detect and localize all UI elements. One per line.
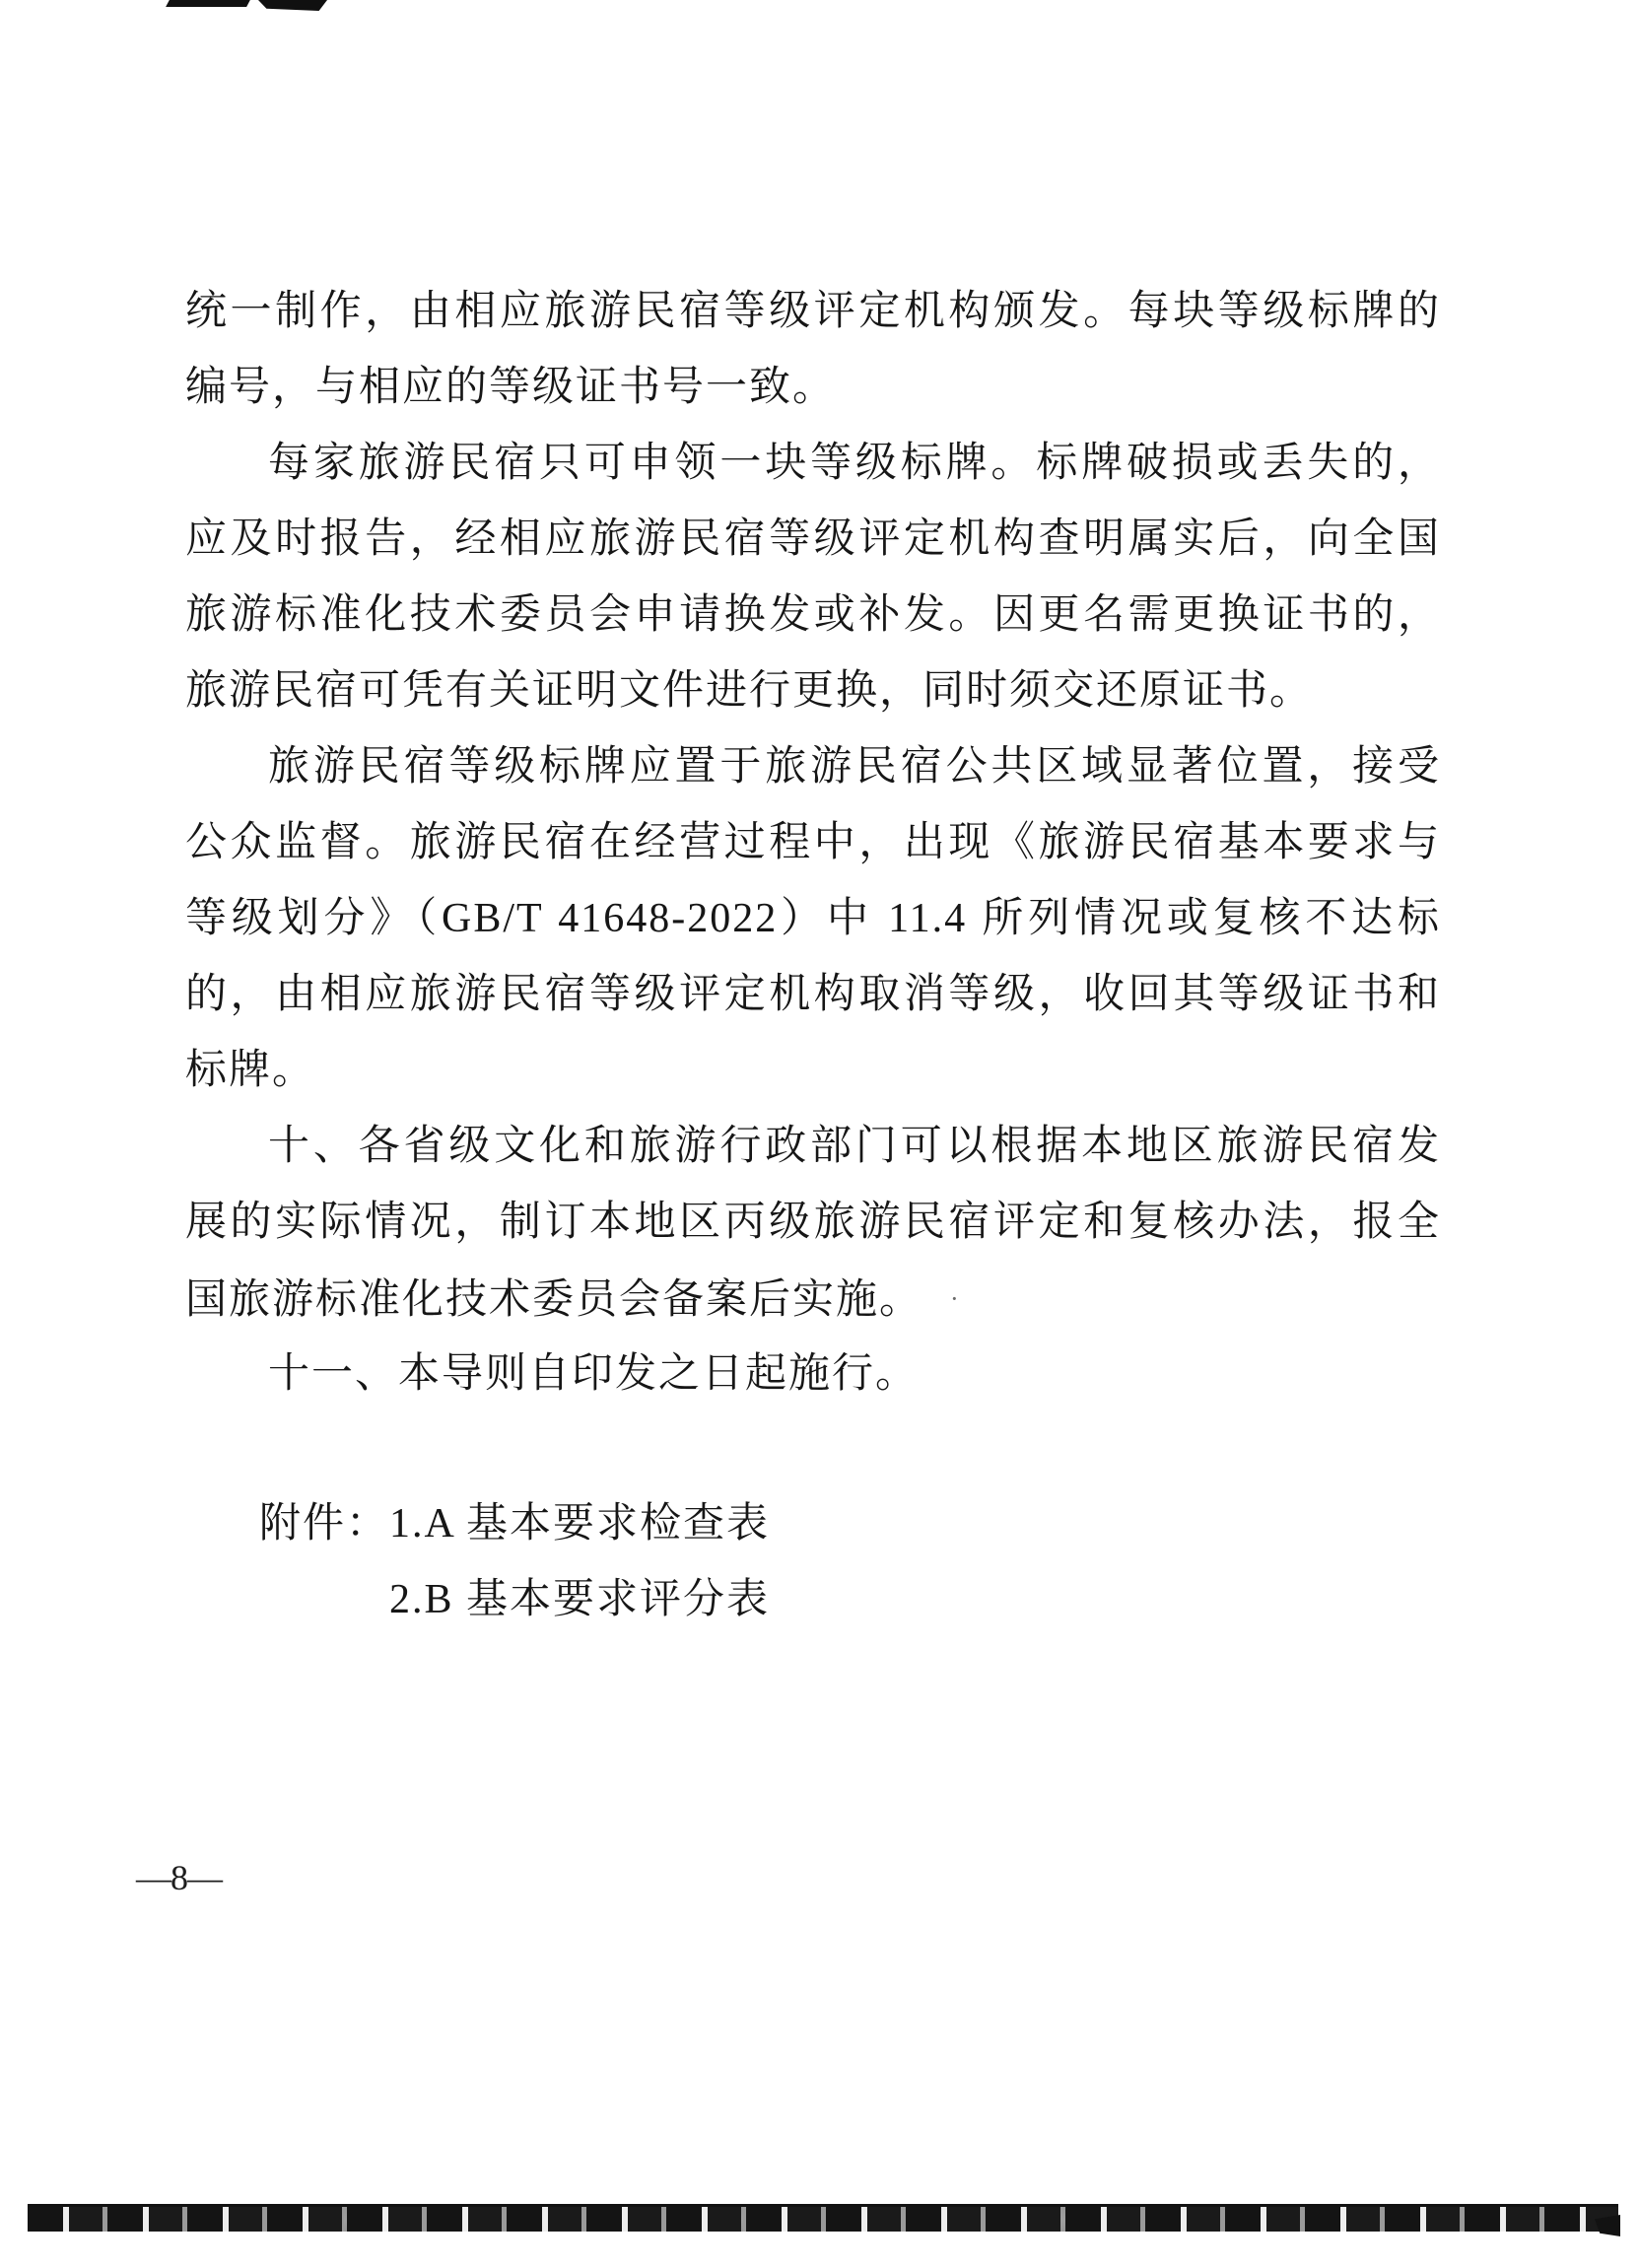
text-line: 应及时报告，经相应旅游民宿等级评定机构查明属实后，向全国 <box>185 516 1441 562</box>
text-line: 十一、本导则自印发之日起施行。 <box>268 1351 920 1397</box>
text-line: 的，由相应旅游民宿等级评定机构取消等级，收回其等级证书和 <box>185 972 1441 1017</box>
text-line: 旅游标准化技术委员会申请换发或补发。因更名需更换证书的， <box>185 592 1441 638</box>
attachment-line <box>259 1486 1441 1562</box>
page-number: —8— <box>136 1858 222 1897</box>
scan-artifact-bottom-edge <box>28 2204 1618 2232</box>
body-text <box>185 274 1441 1412</box>
text-line <box>185 1261 1441 1337</box>
attachments-label: 附件： <box>259 1501 390 1546</box>
text-line: 等级划分》（GB/T 41648-2022）中 11.4 所列情况或复核不达标 <box>185 896 1441 941</box>
attachments-section <box>185 1486 1441 1638</box>
scan-dot-artifact: · <box>950 1284 961 1313</box>
attachment-item: 2.B 基本要求评分表 <box>389 1577 771 1622</box>
text-line: 统一制作，由相应旅游民宿等级评定机构颁发。每块等级标牌的 <box>185 289 1441 334</box>
text-line: 标牌。 <box>185 1048 316 1093</box>
text-line: 公众监督。旅游民宿在经营过程中，出现《旅游民宿基本要求与 <box>185 820 1441 865</box>
scan-artifact-top-left-1 <box>166 0 250 7</box>
text-line: 编号，与相应的等级证书号一致。 <box>185 365 837 410</box>
text-line: 旅游民宿等级标牌应置于旅游民宿公共区域显著位置，接受 <box>268 744 1441 790</box>
text-line: 旅游民宿可凭有关证明文件进行更换，同时须交还原证书。 <box>185 668 1314 714</box>
text-line: 展的实际情况，制订本地区丙级旅游民宿评定和复核办法，报全 <box>185 1200 1441 1245</box>
attachment-line <box>259 1562 1441 1638</box>
text-line-content: 国旅游标准化技术委员会备案后实施。 <box>185 1277 923 1323</box>
text-line: 每家旅游民宿只可申领一块等级标牌。标牌破损或丢失的， <box>268 441 1441 486</box>
text-line: 十、各省级文化和旅游行政部门可以根据本地区旅游民宿发 <box>268 1124 1441 1169</box>
attachment-item: 1.A 基本要求检查表 <box>389 1501 771 1546</box>
scan-artifact-top-left-2 <box>258 0 327 11</box>
